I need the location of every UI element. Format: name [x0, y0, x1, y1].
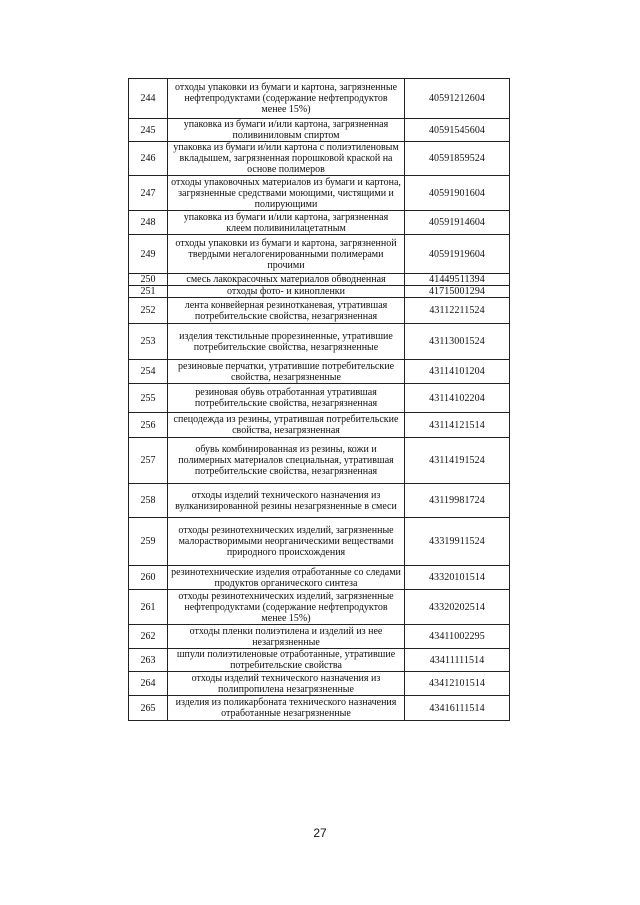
fkko-code-cell: 40591901604: [405, 176, 510, 211]
waste-classification-table: [128, 78, 510, 721]
fkko-code-cell: 43411002295: [405, 625, 510, 649]
row-number-cell: 248: [129, 211, 168, 235]
fkko-code-cell: 43114101204: [405, 360, 510, 384]
row-number-cell: 256: [129, 413, 168, 438]
fkko-code-cell: 40591212604: [405, 79, 510, 119]
row-number-cell: 249: [129, 235, 168, 274]
table-row: [129, 298, 510, 324]
waste-name-cell: отходы резинотехнических изделий, загрязненные малорастворимыми неорганическими веществами природного происхождения: [168, 518, 405, 566]
fkko-code-cell: 43114102204: [405, 384, 510, 413]
waste-name-cell: упаковка из бумаги и/или картона с полиэтиленовым вкладышем, загрязненная порошковой краской на основе полимеров: [168, 142, 405, 176]
fkko-code-cell: 40591859524: [405, 142, 510, 176]
table-row: [129, 625, 510, 649]
waste-name-cell: отходы упаковочных материалов из бумаги и картона, загрязненные средствами моющими, чистящими и полирующими: [168, 176, 405, 211]
table-row: [129, 413, 510, 438]
fkko-code-cell: 41449511394: [405, 274, 510, 286]
table-row: [129, 566, 510, 590]
row-number-cell: 247: [129, 176, 168, 211]
row-number-cell: 255: [129, 384, 168, 413]
waste-name-cell: обувь комбинированная из резины, кожи и полимерных материалов специальная, утратившая потребительские свойства, незагрязненная: [168, 438, 405, 484]
table-row: [129, 518, 510, 566]
table-row: [129, 324, 510, 360]
row-number-cell: 265: [129, 696, 168, 721]
fkko-code-cell: 43119981724: [405, 484, 510, 518]
fkko-code-cell: 43114191524: [405, 438, 510, 484]
waste-name-cell: изделия из поликарбоната технического назначения отработанные незагрязненные: [168, 696, 405, 721]
table-row: [129, 696, 510, 721]
fkko-code-cell: 41715001294: [405, 286, 510, 298]
table-row: [129, 176, 510, 211]
row-number-cell: 260: [129, 566, 168, 590]
fkko-code-cell: 43112211524: [405, 298, 510, 324]
table-row: [129, 484, 510, 518]
waste-name-cell: резинотехнические изделия отработанные со следами продуктов органического синтеза: [168, 566, 405, 590]
row-number-cell: 246: [129, 142, 168, 176]
waste-name-cell: смесь лакокрасочных материалов обводненная: [168, 274, 405, 286]
table-row: [129, 672, 510, 696]
fkko-code-cell: 43320202514: [405, 590, 510, 625]
table-row: [129, 384, 510, 413]
waste-name-cell: лента конвейерная резинотканевая, утратившая потребительские свойства, незагрязненная: [168, 298, 405, 324]
waste-name-cell: отходы изделий технического назначения из вулканизированной резины незагрязненные в смеси: [168, 484, 405, 518]
table-row: [129, 438, 510, 484]
waste-name-cell: изделия текстильные прорезиненные, утратившие потребительские свойства, незагрязненные: [168, 324, 405, 360]
fkko-code-cell: 43319911524: [405, 518, 510, 566]
table-row: [129, 119, 510, 142]
row-number-cell: 261: [129, 590, 168, 625]
waste-name-cell: спецодежда из резины, утратившая потребительские свойства, незагрязненная: [168, 413, 405, 438]
row-number-cell: 245: [129, 119, 168, 142]
row-number-cell: 251: [129, 286, 168, 298]
page-number: 27: [313, 826, 327, 840]
waste-name-cell: резиновая обувь отработанная утратившая потребительские свойства, незагрязненная: [168, 384, 405, 413]
fkko-code-cell: 40591914604: [405, 211, 510, 235]
row-number-cell: 244: [129, 79, 168, 119]
fkko-code-cell: 43320101514: [405, 566, 510, 590]
row-number-cell: 254: [129, 360, 168, 384]
row-number-cell: 257: [129, 438, 168, 484]
waste-name-cell: упаковка из бумаги и/или картона, загрязненная клеем поливинилацетатным: [168, 211, 405, 235]
table-body: [129, 79, 510, 721]
fkko-code-cell: 43411111514: [405, 649, 510, 672]
fkko-code-cell: 43412101514: [405, 672, 510, 696]
row-number-cell: 253: [129, 324, 168, 360]
fkko-code-cell: 40591919604: [405, 235, 510, 274]
table-row: [129, 274, 510, 286]
fkko-code-cell: 43114121514: [405, 413, 510, 438]
fkko-code-cell: 43416111514: [405, 696, 510, 721]
table-row: [129, 649, 510, 672]
table-row: [129, 286, 510, 298]
waste-name-cell: резиновые перчатки, утратившие потребительские свойства, незагрязненные: [168, 360, 405, 384]
table-row: [129, 79, 510, 119]
table-row: [129, 235, 510, 274]
waste-name-cell: отходы упаковки из бумаги и картона, загрязненной твердыми негалогенированными полимерами прочими: [168, 235, 405, 274]
row-number-cell: 264: [129, 672, 168, 696]
row-number-cell: 259: [129, 518, 168, 566]
waste-name-cell: отходы резинотехнических изделий, загрязненные нефтепродуктами (содержание нефтепродуктов менее 15%): [168, 590, 405, 625]
row-number-cell: 258: [129, 484, 168, 518]
table-row: [129, 211, 510, 235]
fkko-code-cell: 43113001524: [405, 324, 510, 360]
table-row: [129, 360, 510, 384]
waste-name-cell: отходы пленки полиэтилена и изделий из нее незагрязненные: [168, 625, 405, 649]
waste-name-cell: отходы изделий технического назначения из полипропилена незагрязненные: [168, 672, 405, 696]
waste-name-cell: отходы упаковки из бумаги и картона, загрязненные нефтепродуктами (содержание нефтепродуктов менее 15%): [168, 79, 405, 119]
waste-name-cell: шпули полиэтиленовые отработанные, утратившие потребительские свойства: [168, 649, 405, 672]
waste-name-cell: упаковка из бумаги и/или картона, загрязненная поливиниловым спиртом: [168, 119, 405, 142]
table-row: [129, 590, 510, 625]
waste-name-cell: отходы фото- и кинопленки: [168, 286, 405, 298]
row-number-cell: 250: [129, 274, 168, 286]
row-number-cell: 252: [129, 298, 168, 324]
row-number-cell: 263: [129, 649, 168, 672]
fkko-code-cell: 40591545604: [405, 119, 510, 142]
row-number-cell: 262: [129, 625, 168, 649]
table-row: [129, 142, 510, 176]
